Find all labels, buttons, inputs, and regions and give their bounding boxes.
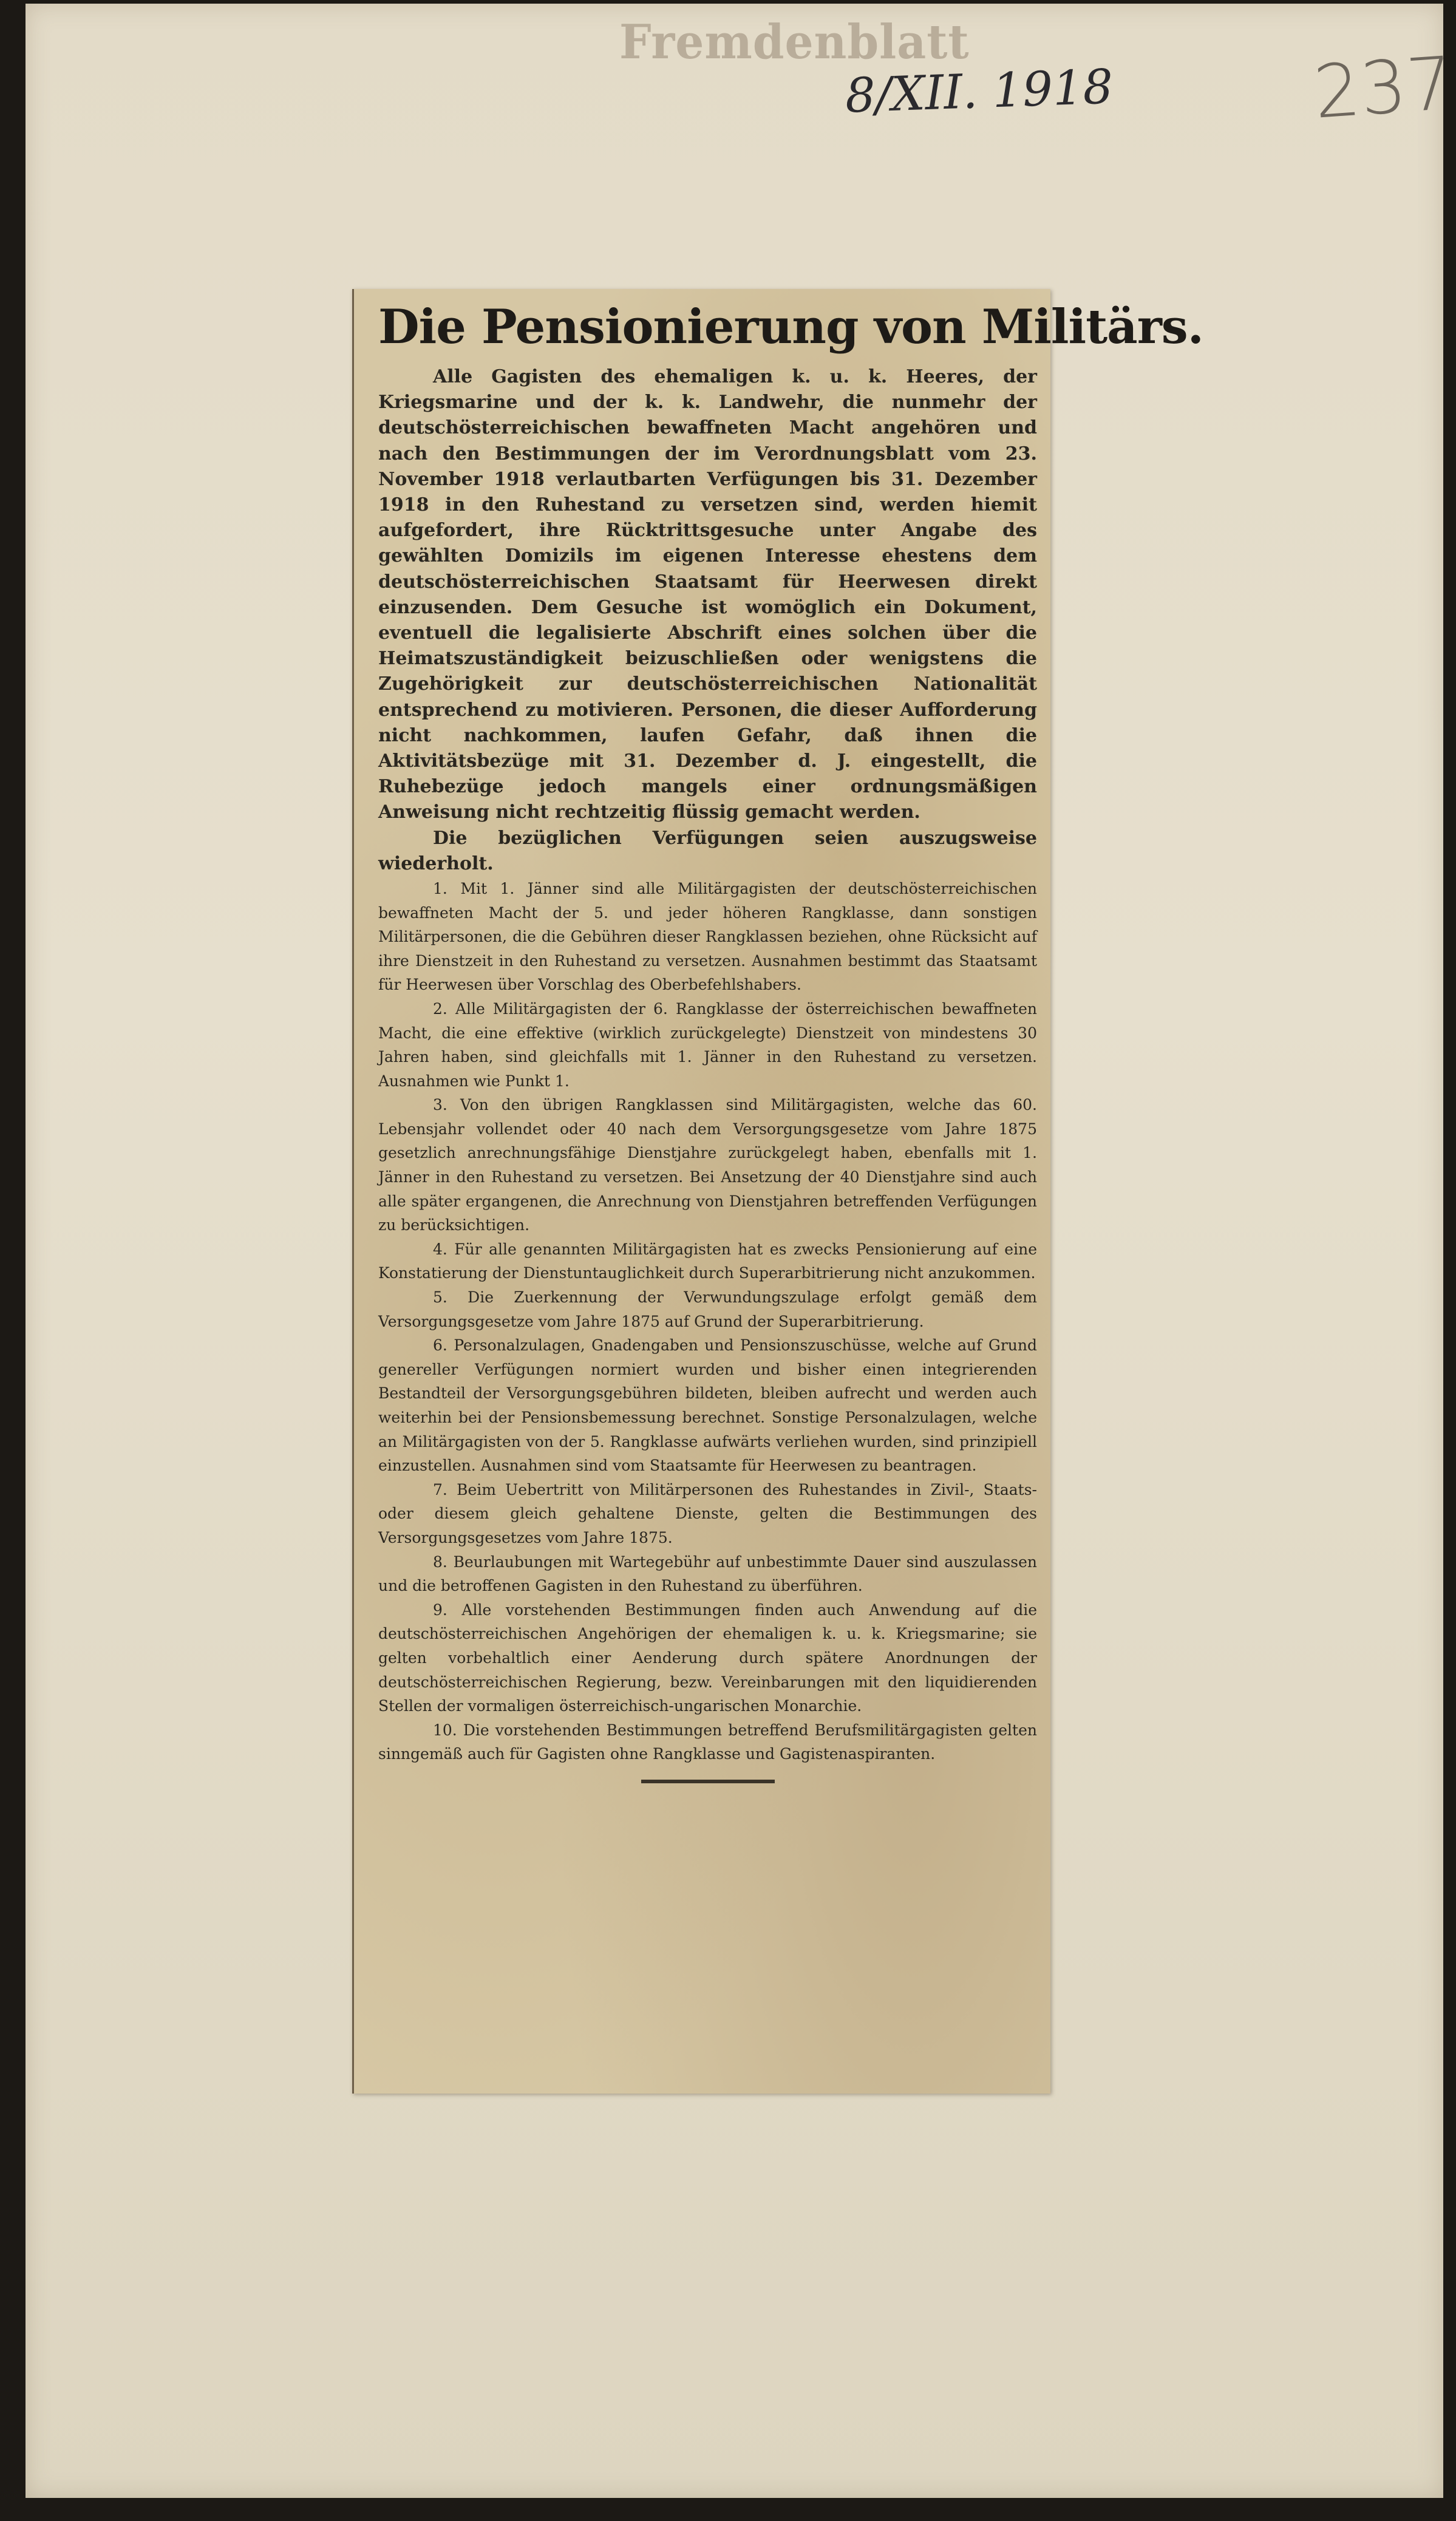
point-paragraph: 7. Beim Uebertritt von Militärpersonen des Ruhestandes in Zivil-, Staats- oder diesem gleich gehaltene Dienste, gelten die Bestimmungen des Versorgungsgesetzes vom Jahre 1875. xyxy=(378,1480,1037,1546)
handwritten-date: 8/XII. 1918 xyxy=(844,60,1114,124)
folio-number: 237 xyxy=(1311,41,1456,135)
point-paragraph: 2. Alle Militärgagisten der 6. Rangklasse der österreichischen bewaffneten Macht, die eine effektive (wirklich zurückgelegte) Dienstzeit von mindestens 30 Jahren haben, sind gleichfalls mit 1. Jänner in den Ruhestand zu versetzen. Ausnahmen wie Punkt 1. xyxy=(378,999,1037,1090)
point-paragraph: 9. Alle vorstehenden Bestimmungen finden auch Anwendung auf die deutschösterreichischen Angehörigen der ehemaligen k. u. k. Kriegsmarine; sie gelten vorbehaltlich einer Aenderung durch spätere Anordnungen der deutschösterreichischen Regierung, bezw. Vereinbarungen mit den liquidierenden Stellen der vormaligen österreichisch-ungarischen Monarchie. xyxy=(378,1601,1037,1715)
newspaper-clipping xyxy=(352,289,1203,2094)
article-points xyxy=(378,877,1037,1766)
point-paragraph: 4. Für alle genannten Militärgagisten hat es zwecks Pensionierung auf eine Konstatierung der Dienstuntauglichkeit durch Superarbitrierung nicht anzukommen. xyxy=(378,1240,1037,1282)
article-headline: Die Pensionierung von Militärs. xyxy=(378,299,1203,355)
point-paragraph: 10. Die vorstehenden Bestimmungen betreffend Berufsmilitärgagisten gelten sinngemäß auch für Gagisten ohne Rangklasse und Gagistenaspiranten. xyxy=(378,1721,1037,1763)
point-paragraph: 3. Von den übrigen Rangklassen sind Militärgagisten, welche das 60. Lebensjahr vollendet oder 40 nach dem Versorgungsgesetze vom Jahre 1875 gesetzlich anrechnungsfähige Dienstjahre zurückgelegt haben, ebenfalls mit 1. Jänner in den Ruhestand zu versetzen. Bei Ansetzung der 40 Dienstjahre sind auch alle später ergangenen, die Anrechnung von Dienstjahren betreffenden Verfügungen zu berücksichtigen. xyxy=(378,1096,1037,1234)
end-rule xyxy=(641,1780,775,1783)
article-intro xyxy=(378,364,1037,877)
point-paragraph: 8. Beurlaubungen mit Wartegebühr auf unbestimmte Dauer sind auszulassen und die betroffenen Gagisten in den Ruhestand zu überführen. xyxy=(378,1553,1037,1595)
point-paragraph: 1. Mit 1. Jänner sind alle Militärgagisten der deutschösterreichischen bewaffneten Macht der 5. und jeder höheren Rangklasse, dann sonstigen Militärpersonen, die die Gebühren dieser Rangklassen beziehen, ohne Rücksicht auf ihre Dienstzeit in den Ruhestand zu versetzen. Ausnahmen bestimmt das Staatsamt für Heerwesen über Vorschlag des Oberbefehlshabers. xyxy=(378,879,1037,994)
newspaper-stamp: Fremdenblatt xyxy=(619,15,970,70)
intro-paragraph: Die bezüglichen Verfügungen seien auszugsweise wiederholt. xyxy=(378,827,1037,874)
point-paragraph: 6. Personalzulagen, Gnadengaben und Pensionszuschüsse, welche auf Grund genereller Verfügungen normiert wurden und bisher einen integrierenden Bestandteil der Versorgungsgebühren bildeten, bleiben aufrecht und werden auch weiterhin bei der Pensionsbemessung berechnet. Sonstige Personalzulagen, welche an Militärgagisten von der 5. Rangklasse aufwärts verliehen wurden, sind prinzipiell einzustellen. Ausnahmen sind vom Staatsamte für Heerwesen zu beantragen. xyxy=(378,1336,1037,1475)
point-paragraph: 5. Die Zuerkennung der Verwundungszulage erfolgt gemäß dem Versorgungsgesetze vom Jahre 1875 auf Grund der Superarbitrierung. xyxy=(378,1288,1037,1330)
intro-paragraph: Alle Gagisten des ehemaligen k. u. k. Heeres, der Kriegsmarine und der k. k. Landwehr, die nunmehr der deutschösterreichischen bewaffneten Macht angehören und nach den Bestimmungen der im Verordnungsblatt vom 23. November 1918 verlautbarten Verfügungen bis 31. Dezember 1918 in den Ruhestand zu versetzen sind, werden hiemit aufgefordert, ihre Rücktrittsgesuche unter Angabe des gewählten Domizils im eigenen Interesse ehestens dem deutschösterreichischen Staatsamt für Heerwesen direkt einzusenden. Dem Gesuche ist womöglich ein Dokument, eventuell die legalisierte Abschrift eines solchen über die Heimatszuständigkeit beizuschließen oder wenigstens die Zugehörigkeit zur deutschösterreichischen Nationalität entsprechend zu motivieren. Personen, die dieser Aufforderung nicht nachkommen, laufen Gefahr, daß ihnen die Aktivitätsbezüge mit 31. Dezember d. J. eingestellt, die Ruhebezüge jedoch mangels einer ordnungsmäßigen Anweisung nicht rechtzeitig flüssig gemacht werden. xyxy=(378,366,1037,823)
